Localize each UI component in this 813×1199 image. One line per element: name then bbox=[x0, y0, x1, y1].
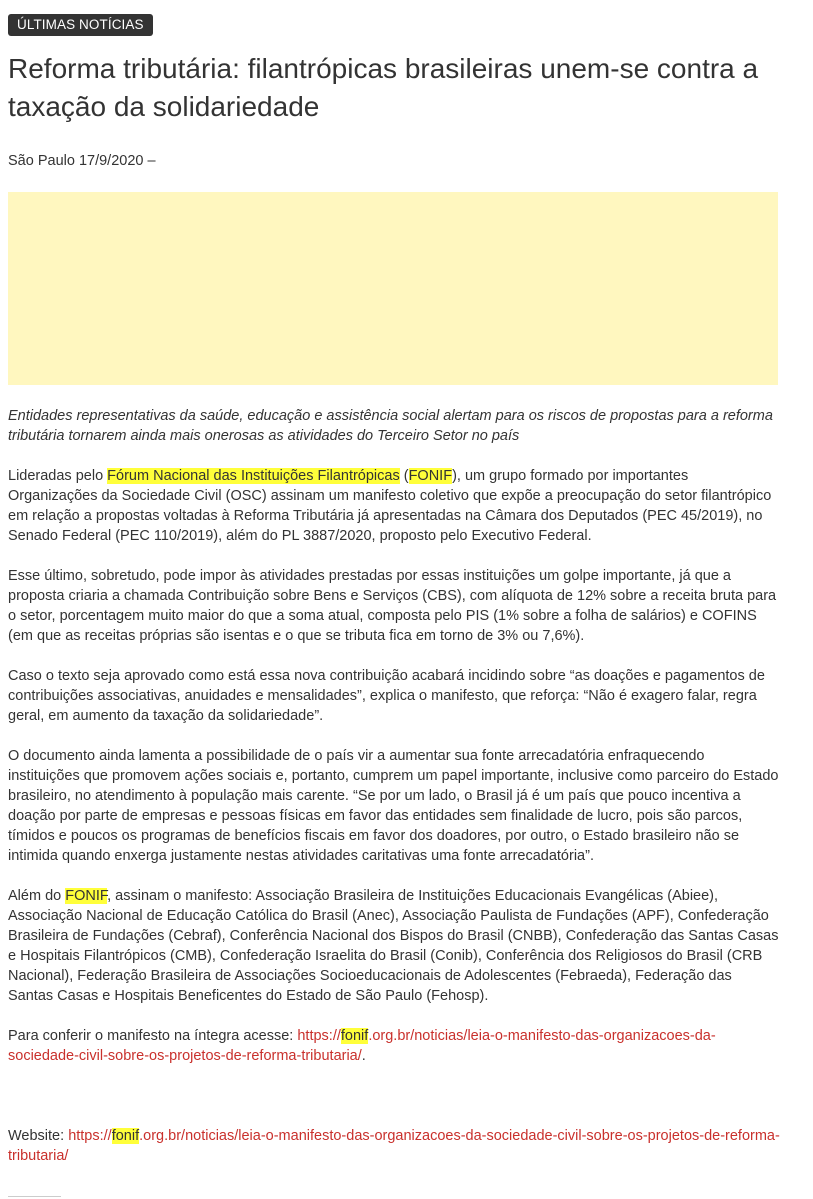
article-container bbox=[8, 14, 780, 1186]
article-body bbox=[8, 406, 780, 1166]
paragraph-1-text-open: ( bbox=[399, 468, 409, 484]
bottom-divider bbox=[8, 1196, 61, 1197]
spacer bbox=[8, 1086, 780, 1126]
article-title: Reforma tributária: filantrópicas brasileiras unem-se contra a taxação da solidariedade bbox=[8, 53, 759, 122]
paragraph-1 bbox=[8, 466, 780, 546]
website-line bbox=[8, 1126, 780, 1166]
article-lead: Entidades representativas da saúde, educação e assistência social alertam para os riscos de propostas para a reforma tributária tornarem ainda mais onerosas as atividades do Terceiro Setor no país bbox=[8, 408, 773, 444]
manifesto-link-prefix: https:// bbox=[297, 1028, 341, 1044]
paragraph-6-text-end: . bbox=[361, 1048, 366, 1064]
website-label: Website: bbox=[8, 1128, 69, 1144]
website-link-suffix: .org.br/noticias/leia-o-manifesto-das-organizacoes-da-sociedade-civil-sobre-os-projetos-de-reforma-tributaria/ bbox=[8, 1128, 780, 1164]
ad-placeholder bbox=[8, 192, 778, 385]
paragraph-2: Esse último, sobretudo, pode impor às atividades prestadas por essas instituições um golpe importante, já que a proposta criaria a chamada Contribuição sobre Bens e Serviços (CBS), com alíquota de 12% sobre a receita bruta para o setor, porcentagem muito maior do que a soma atual, composta pelo PIS (1% sobre a folha de salários) e COFINS (em que as receitas próprias são isentas e o que se tributa fica em torno de 3% ou 7,6%). bbox=[8, 568, 777, 644]
website-link-highlight: fonif bbox=[111, 1128, 140, 1144]
article-dateline: São Paulo 17/9/2020 – bbox=[8, 153, 156, 169]
paragraph-3: Caso o texto seja aprovado como está essa nova contribuição acabará incidindo sobre “as doações e pagamentos de contribuições associativas, anuidades e mensalidades”, explica o manifesto, que reforça: “Não é exagero falar, regra geral, em aumento da taxação da solidariedade”. bbox=[8, 668, 765, 724]
paragraph-5 bbox=[8, 886, 780, 1006]
highlight-forum-name: Fórum Nacional das Instituições Filantrópicas bbox=[107, 468, 400, 484]
manifesto-link-suffix: .org.br/noticias/leia-o-manifesto-das-organizacoes-da-sociedade-civil-sobre-os-projetos-de-reforma-tributaria/ bbox=[8, 1028, 716, 1064]
paragraph-5-text-rest: , assinam o manifesto: Associação Brasileira de Instituições Educacionais Evangélicas (Abiee), Associação Nacional de Educação Católica do Brasil (Anec), Associação Paulista de Fundações (APF), Confederação Brasileira de Fundações (Cebraf), Conferência Nacional dos Bispos do Brasil (CNBB), Confederação das Santas Casas e Hospitais Filantrópicos (CMB), Confederação Israelita do Brasil (Conib), Conferência dos Religiosos do Brasil (CRB Nacional), Federação Brasileira de Associações Socioeducacionais de Adolescentes (Febraeda), Federação das Santas Casas e Hospitais Beneficentes do Estado de São Paulo (Fehosp). bbox=[8, 888, 779, 1004]
manifesto-link-highlight: fonif bbox=[340, 1028, 369, 1044]
website-link-prefix: https:// bbox=[68, 1128, 112, 1144]
highlight-fonif: FONIF bbox=[408, 468, 453, 484]
paragraph-6-text-start: Para conferir o manifesto na íntegra acesse: bbox=[8, 1028, 298, 1044]
website-link[interactable] bbox=[8, 1128, 780, 1164]
paragraph-1-text-start: Lideradas pelo bbox=[8, 468, 108, 484]
highlight-fonif-2: FONIF bbox=[65, 888, 108, 904]
paragraph-5-text-start: Além do bbox=[8, 888, 66, 904]
paragraph-1-text-rest: ), um grupo formado por importantes Organizações da Sociedade Civil (OSC) assinam um manifesto coletivo que expõe a preocupação do setor filantrópico em relação a propostas voltadas à Reforma Tributária já apresentadas na Câmara dos Deputados (PEC 45/2019), no Senado Federal (PEC 110/2019), além do PL 3887/2020, proposto pelo Executivo Federal. bbox=[8, 468, 772, 544]
paragraph-6 bbox=[8, 1026, 780, 1066]
paragraph-4: O documento ainda lamenta a possibilidade de o país vir a aumentar sua fonte arrecadatória enfraquecendo instituições que promovem ações sociais e, portanto, cumprem um papel importante, inclusive como parceiro do Estado brasileiro, no atendimento à população mais carente. “Se por um lado, o Brasil já é um país que pouco incentiva a doação por parte de empresas e pessoas físicas em favor das entidades sem finalidade de lucro, pois são parcos, tímidos e poucos os programas de benefícios fiscais em favor dos doadores, por outro, o Estado brasileiro não se intimida quando enxerga justamente nestas atividades caritativas uma fonte arrecadatória”. bbox=[8, 748, 779, 864]
category-tag[interactable]: ÚLTIMAS NOTÍCIAS bbox=[8, 14, 153, 36]
